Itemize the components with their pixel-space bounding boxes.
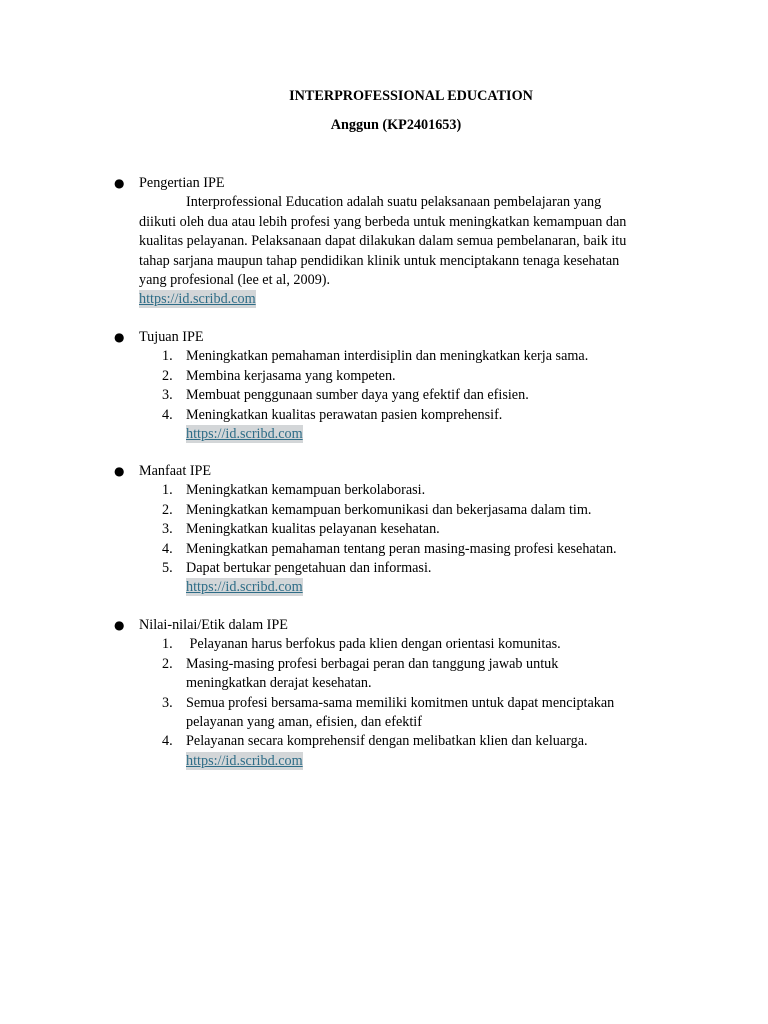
list-number: 2. — [162, 367, 173, 384]
list-item — [114, 406, 674, 425]
bullet-dot-icon: ● — [114, 464, 125, 478]
list-item — [114, 367, 674, 386]
list-item — [114, 520, 674, 539]
source-link[interactable]: https://id.scribd.com — [186, 579, 303, 596]
section-pengertian — [114, 174, 674, 310]
bullet-dot-icon: ● — [114, 618, 125, 632]
list-number: 4. — [162, 406, 173, 423]
list-number: 3. — [162, 694, 173, 711]
list-number: 4. — [162, 540, 173, 557]
list-number: 1. — [162, 348, 173, 365]
list-number: 5. — [162, 560, 173, 577]
list-number: 1. — [162, 482, 173, 499]
paragraph-line: Interprofessional Education adalah suatu pelaksanaan pembelajaran yang — [186, 194, 602, 211]
list-item-text: pelayanan yang aman, efisien, dan efektif — [186, 714, 422, 731]
list-item — [114, 559, 674, 578]
list-item-text: Meningkatkan kemampuan berkolaborasi. — [186, 482, 426, 499]
list-item-text: Masing-masing profesi berbagai peran dan tanggung jawab untuk — [186, 655, 559, 672]
section-heading: Manfaat IPE — [139, 463, 212, 479]
list-item — [114, 481, 674, 500]
list-number: 4. — [162, 733, 173, 750]
paragraph-line: diikuti oleh dua atau lebih profesi yang berbeda untuk meningkatkan kemampuan dan — [139, 213, 627, 230]
source-link[interactable]: https://id.scribd.com — [186, 426, 303, 443]
section-manfaat — [114, 462, 674, 598]
list-item — [114, 635, 674, 654]
list-item-text: Meningkatkan kemampuan berkomunikasi dan bekerjasama dalam tim. — [186, 501, 592, 518]
nilai-list — [114, 635, 674, 751]
list-number: 2. — [162, 655, 173, 672]
paragraph-line: tahap sarjana maupun tahap pendidikan klinik untuk menciptakann tenaga kesehatan — [139, 252, 620, 269]
definition-paragraph — [139, 193, 674, 290]
section-heading: Tujuan IPE — [139, 329, 204, 345]
list-item-text: Pelayanan harus berfokus pada klien dengan orientasi komunitas. — [186, 636, 561, 653]
list-item — [114, 386, 674, 405]
list-item-text: Membina kerjasama yang kompeten. — [186, 367, 396, 384]
list-item-text: Meningkatkan kualitas perawatan pasien komprehensif. — [186, 406, 503, 423]
section-heading: Nilai-nilai/Etik dalam IPE — [139, 617, 288, 633]
bullet-dot-icon: ● — [114, 330, 125, 344]
list-item — [114, 501, 674, 520]
section-nilai-etik — [114, 616, 674, 771]
list-number: 1. — [162, 636, 173, 653]
list-number: 3. — [162, 387, 173, 404]
list-item — [114, 540, 674, 559]
section-tujuan — [114, 328, 674, 444]
source-link[interactable]: https://id.scribd.com — [139, 291, 256, 308]
list-number: 3. — [162, 521, 173, 538]
paragraph-line: kualitas pelayanan. Pelaksanaan dapat dilakukan dalam semua pembelanaran, baik itu — [139, 233, 627, 250]
list-item-text: Meningkatkan kualitas pelayanan kesehatan. — [186, 521, 440, 538]
manfaat-list — [114, 481, 674, 578]
list-item-text: Meningkatkan pemahaman interdisiplin dan meningkatkan kerja sama. — [186, 348, 589, 365]
list-item-text: meningkatkan derajat kesehatan. — [186, 675, 372, 692]
list-item-text: Pelayanan secara komprehensif dengan melibatkan klien dan keluarga. — [186, 733, 588, 750]
list-item-text: Membuat penggunaan sumber daya yang efektif dan efisien. — [186, 387, 529, 404]
list-item — [114, 732, 674, 751]
list-item — [114, 694, 674, 733]
document-author: Anggun (KP2401653) — [330, 117, 462, 133]
list-item — [114, 655, 674, 694]
list-item-text: Dapat bertukar pengetahuan dan informasi. — [186, 560, 432, 577]
section-heading: Pengertian IPE — [139, 175, 225, 191]
list-number: 2. — [162, 501, 173, 518]
paragraph-line: yang profesional (lee et al, 2009). — [139, 272, 331, 289]
list-item-text: Meningkatkan pemahaman tentang peran masing-masing profesi kesehatan. — [186, 540, 617, 557]
document-title: INTERPROFESSIONAL EDUCATION — [289, 88, 533, 104]
list-item-text: Semua profesi bersama-sama memiliki komitmen untuk dapat menciptakan — [186, 694, 615, 711]
bullet-dot-icon: ● — [114, 176, 125, 190]
tujuan-list — [114, 347, 674, 425]
source-link[interactable]: https://id.scribd.com — [186, 752, 303, 769]
list-item — [114, 347, 674, 366]
